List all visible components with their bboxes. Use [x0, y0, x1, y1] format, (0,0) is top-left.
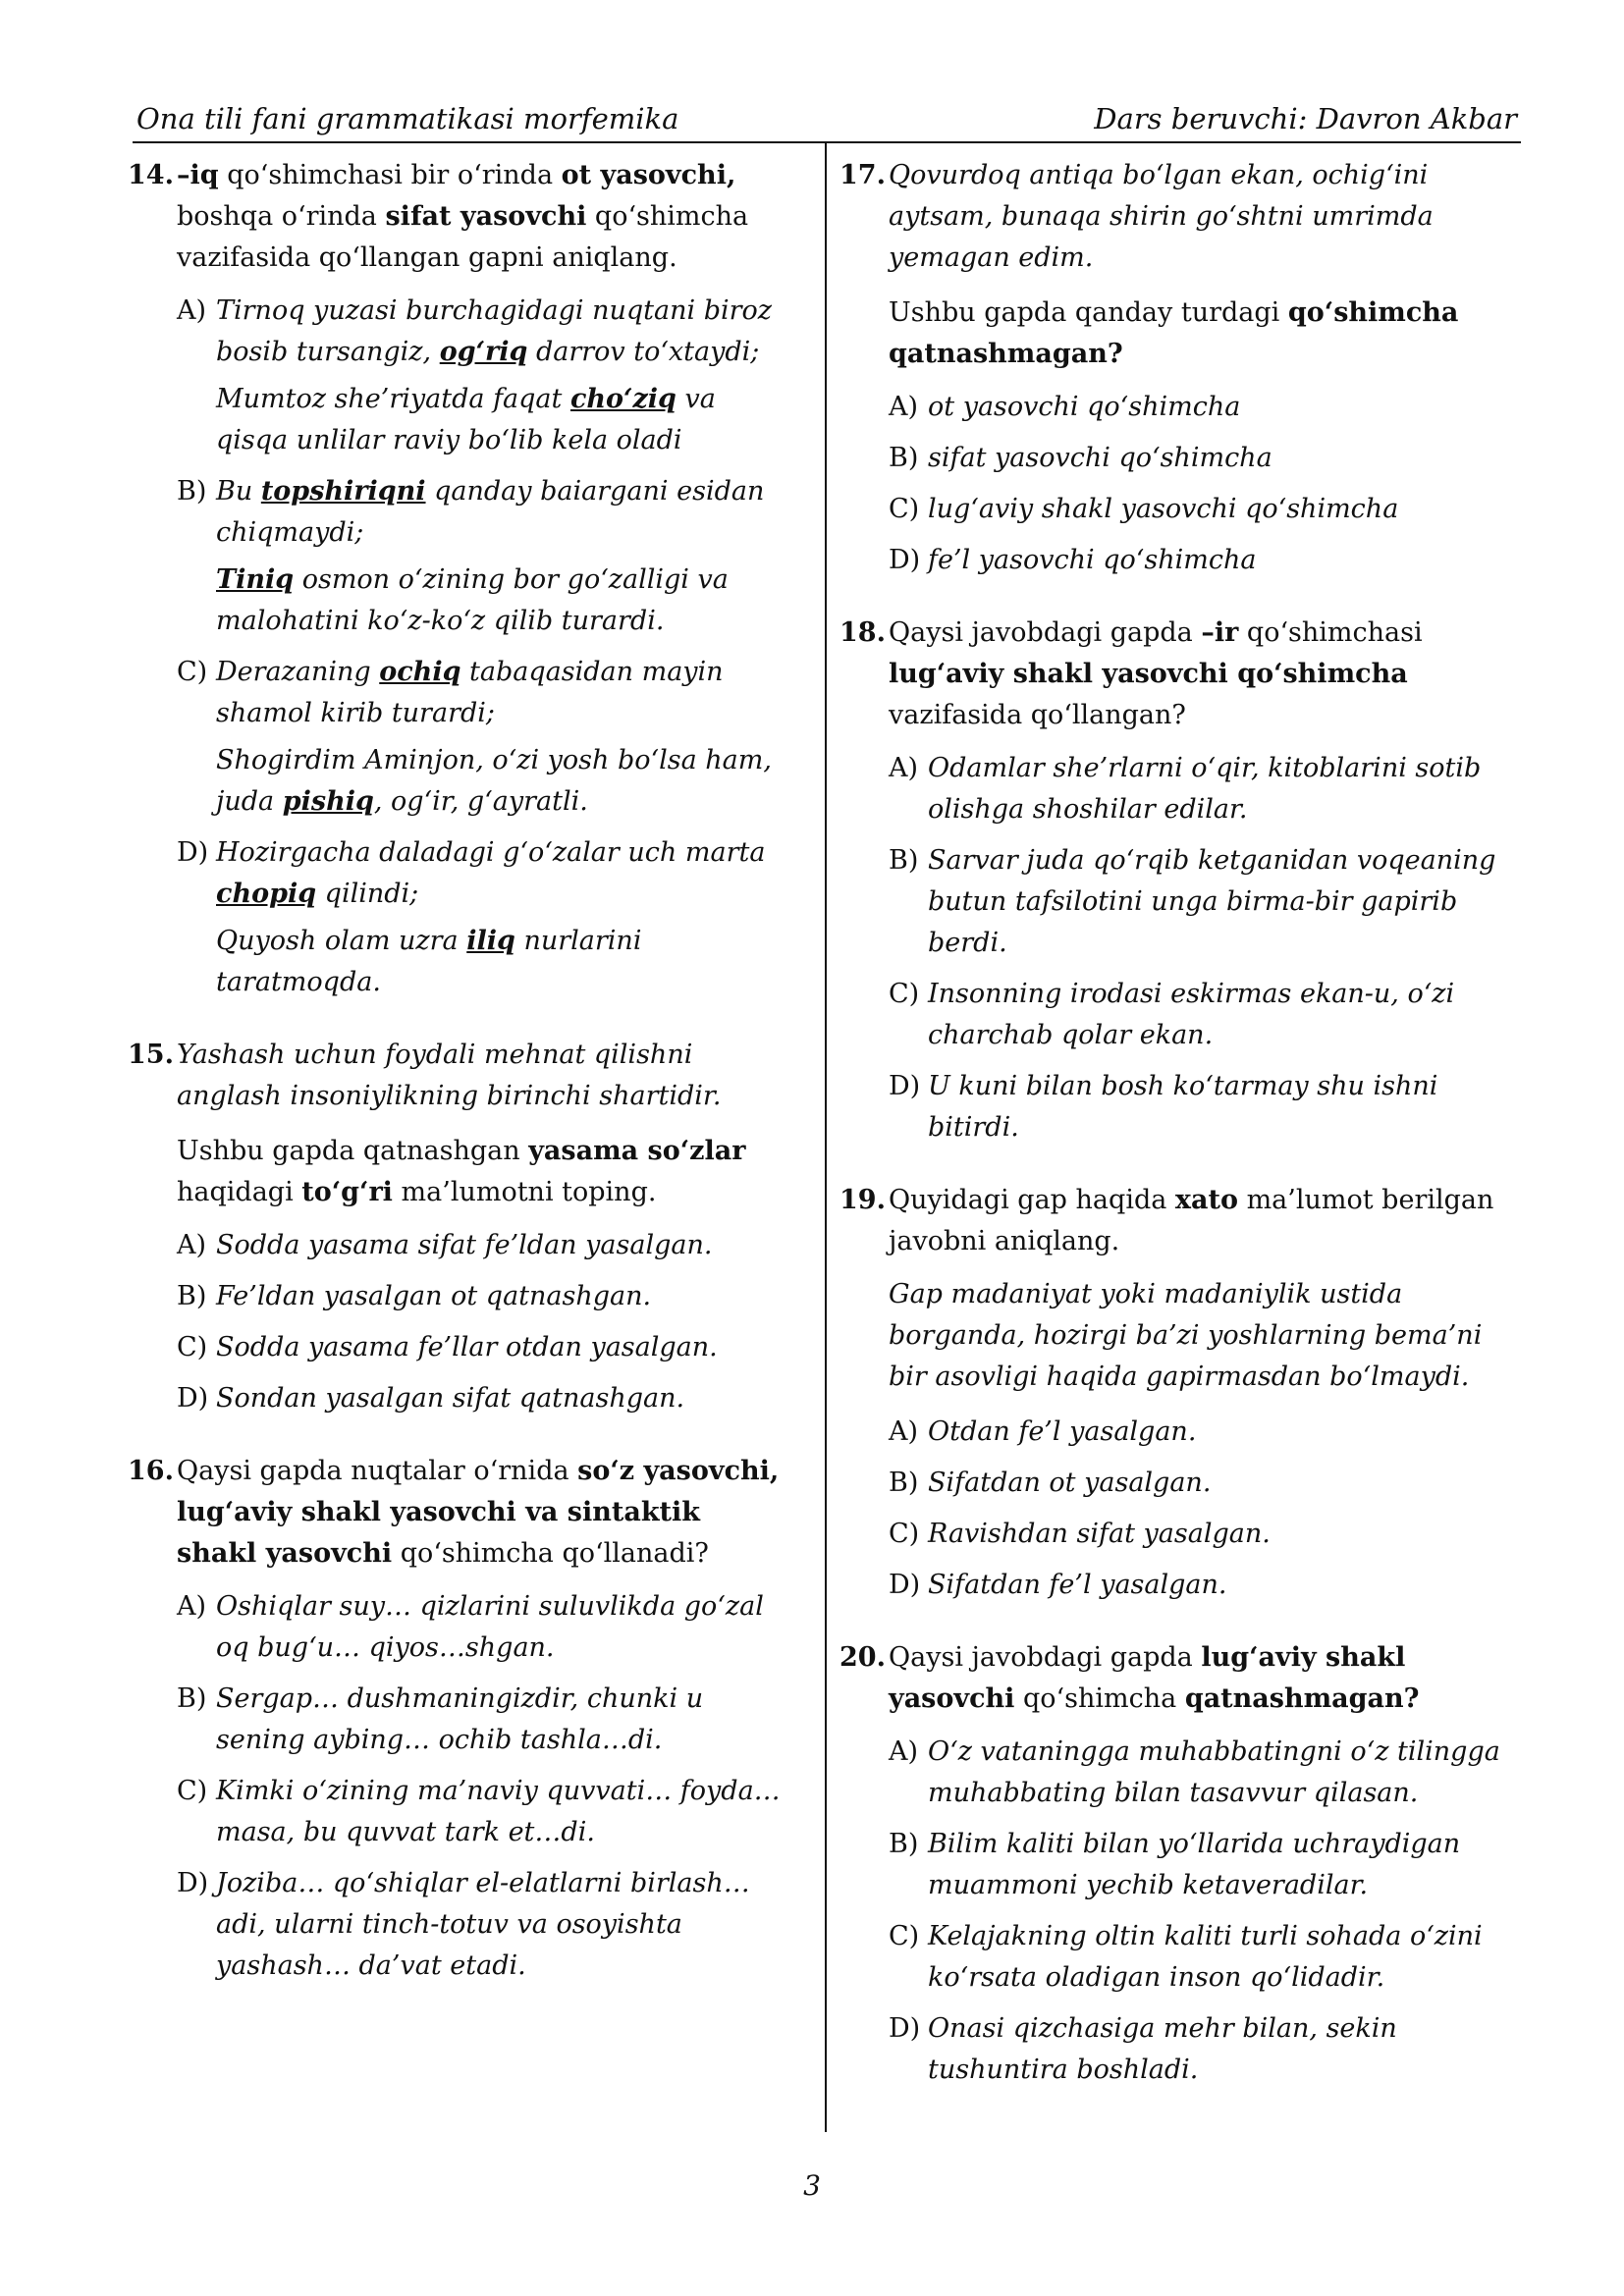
- question-stem: Quyidagi gap haqida xato ma’lumot berilgan javobni aniqlang.: [889, 1185, 1494, 1256]
- quoted-sentence: Qovurdoq antiqa bo‘lgan ekan, ochig‘ini aytsam, bunaqa shirin go‘shtni umrimda yemagan edim.: [889, 160, 1434, 273]
- option-text: Sodda yasama fe’llar otdan yasalgan.: [216, 1332, 718, 1362]
- option-text: Otdan fe’l yasalgan.: [928, 1416, 1197, 1447]
- option-a[interactable]: [889, 1412, 1527, 1453]
- option-letter: B): [889, 845, 919, 876]
- question-number: 15.: [128, 1040, 174, 1070]
- option-sentence-2: Mumtoz she’riyatda faqat cho‘ziq va qisqa unlilar raviy bo‘lib kela oladi: [216, 384, 716, 455]
- question-stem: Qaysi gapda nuqtalar o‘rnida so‘z yasovchi, lug‘aviy shakl yasovchi va sintaktik shakl yasovchi qo‘shimcha qo‘llanadi?: [177, 1456, 780, 1569]
- option-letter: C): [177, 1776, 208, 1806]
- question-number: 14.: [128, 160, 174, 190]
- page-number: 3: [803, 2169, 821, 2202]
- option-letter: C): [889, 1519, 920, 1549]
- option-text: O‘z vataningga muhabbatingni o‘z tilingga muhabbating bilan tasavvur qilasan.: [928, 1736, 1500, 1808]
- question-number: 19.: [839, 1185, 886, 1215]
- question-number: 18.: [839, 617, 886, 648]
- option-sentence-1: Tirnoq yuzasi burchagidagi nuqtani biroz bosib tursangiz, og‘riq darrov to‘xtaydi;: [216, 295, 773, 367]
- option-text: Ravishdan sifat yasalgan.: [928, 1519, 1271, 1549]
- option-d[interactable]: [889, 540, 1527, 581]
- option-letter: A): [889, 753, 919, 783]
- option-c[interactable]: [889, 1514, 1527, 1555]
- page-header: [133, 94, 1521, 143]
- option-letter: B): [889, 443, 919, 473]
- option-a[interactable]: [889, 387, 1527, 428]
- question-16: [128, 1451, 785, 1987]
- option-b[interactable]: [889, 1463, 1527, 1504]
- answer-options: [177, 291, 785, 1003]
- option-b[interactable]: [177, 1276, 785, 1317]
- column-divider: [825, 143, 827, 2132]
- question-18: [839, 613, 1527, 1148]
- option-b[interactable]: [889, 840, 1527, 964]
- option-c[interactable]: [889, 974, 1527, 1056]
- option-letter: A): [177, 295, 207, 326]
- option-text: Joziba… qo‘shiqlar el-elatlarni birlash…adi, ularni tinch-totuv va osoyishta yashash… da’vat etadi.: [216, 1868, 750, 1981]
- question-number: 20.: [839, 1642, 886, 1673]
- option-text: Fe’ldan yasalgan ot qatnashgan.: [216, 1281, 652, 1311]
- answer-options: [889, 387, 1527, 581]
- option-sentence-2: Tiniq osmon o‘zining bor go‘zalligi va malohatini ko‘z-ko‘z qilib turardi.: [216, 564, 729, 636]
- answer-options: [889, 748, 1527, 1148]
- option-text: Onasi qizchasiga mehr bilan, sekin tushuntira boshladi.: [928, 2013, 1397, 2085]
- option-letter: B): [889, 1468, 919, 1498]
- answer-options: [177, 1586, 785, 1987]
- option-text: Sifatdan ot yasalgan.: [928, 1468, 1212, 1498]
- option-a[interactable]: [889, 1732, 1527, 1814]
- option-letter: D): [177, 1383, 209, 1414]
- question-stem: Ushbu gapda qanday turdagi qo‘shimcha qatnashmagan?: [889, 297, 1459, 369]
- option-d[interactable]: [889, 1066, 1527, 1148]
- option-letter: A): [177, 1591, 207, 1622]
- option-c[interactable]: [177, 652, 785, 823]
- option-c[interactable]: [177, 1771, 785, 1853]
- option-a[interactable]: [177, 1225, 785, 1266]
- option-c[interactable]: [889, 489, 1527, 530]
- option-letter: C): [177, 657, 208, 687]
- option-text: Sergap… dushmaningizdir, chunki u sening aybing… ochib tashla…di.: [216, 1683, 704, 1755]
- quoted-sentence: Yashash uchun foydali mehnat qilishni anglash insoniylikning birinchi shartidir.: [177, 1040, 722, 1111]
- option-letter: D): [889, 1570, 921, 1600]
- question-stem: Qaysi javobdagi gapda lug‘aviy shakl yasovchi qo‘shimcha qatnashmagan?: [889, 1642, 1420, 1714]
- option-letter: D): [177, 1868, 209, 1898]
- header-teacher: Dars beruvchi: Davron Akbar: [1094, 102, 1517, 135]
- option-sentence-1: Hozirgacha daladagi g‘o‘zalar uch marta chopiq qilindi;: [216, 837, 766, 909]
- option-text: Odamlar she’rlarni o‘qir, kitoblarini sotib olishga shoshilar edilar.: [928, 753, 1482, 825]
- header-subject: Ona tili fani grammatikasi morfemika: [136, 102, 679, 135]
- option-d[interactable]: [889, 1565, 1527, 1606]
- option-sentence-2: Shogirdim Aminjon, o‘zi yosh bo‘lsa ham, juda pishiq, og‘ir, g‘ayratli.: [216, 745, 772, 817]
- question-19: [839, 1180, 1527, 1606]
- option-letter: A): [889, 1416, 919, 1447]
- option-letter: C): [889, 494, 920, 524]
- right-column: [839, 155, 1527, 2122]
- option-text: Kimki o‘zining ma’naviy quvvati… foyda…masa, bu quvvat tark et…di.: [216, 1776, 781, 1847]
- option-d[interactable]: [177, 1863, 785, 1987]
- answer-options: [177, 1225, 785, 1419]
- option-d[interactable]: [177, 832, 785, 1003]
- option-d[interactable]: [889, 2008, 1527, 2091]
- question-14: [128, 155, 785, 1003]
- option-b[interactable]: [889, 1824, 1527, 1906]
- option-text: Bilim kaliti bilan yo‘llarida uchraydigan muammoni yechib ketaveradilar.: [928, 1829, 1461, 1900]
- option-letter: C): [889, 979, 920, 1009]
- option-b[interactable]: [889, 438, 1527, 479]
- option-text: U kuni bilan bosh ko‘tarmay shu ishni bitirdi.: [928, 1071, 1438, 1143]
- option-text: lug‘aviy shakl yasovchi qo‘shimcha: [928, 494, 1399, 524]
- option-text: Sondan yasalgan sifat qatnashgan.: [216, 1383, 685, 1414]
- question-stem: Ushbu gapda qatnashgan yasama so‘zlar haqidagi to‘g‘ri ma’lumotni toping.: [177, 1136, 746, 1207]
- answer-options: [889, 1732, 1527, 2091]
- question-number: 16.: [128, 1456, 174, 1486]
- option-text: sifat yasovchi qo‘shimcha: [928, 443, 1272, 473]
- option-text: Sodda yasama sifat fe’ldan yasalgan.: [216, 1230, 713, 1260]
- question-20: [839, 1637, 1527, 2091]
- option-text: fe’l yasovchi qo‘shimcha: [928, 545, 1257, 575]
- option-letter: D): [177, 837, 209, 868]
- option-text: Sarvar juda qo‘rqib ketganidan voqeaning butun tafsilotini unga birma-bir gapirib berdi.: [928, 845, 1496, 958]
- option-letter: C): [177, 1332, 208, 1362]
- option-text: Oshiqlar suy… qizlarini suluvlikda go‘zal oq bug‘u… qiyos…shgan.: [216, 1591, 764, 1663]
- option-b[interactable]: [177, 471, 785, 642]
- left-column: [128, 155, 785, 2018]
- question-17: [839, 155, 1527, 581]
- option-text: Insonning irodasi eskirmas ekan-u, o‘zi charchab qolar ekan.: [928, 979, 1455, 1050]
- question-stem: Qaysi javobdagi gapda –ir qo‘shimchasi lug‘aviy shakl yasovchi qo‘shimcha vazifasida qo‘llangan?: [889, 617, 1423, 730]
- option-letter: B): [177, 1683, 207, 1714]
- option-sentence-1: Bu topshiriqni qanday baiargani esidan chiqmaydi;: [216, 476, 765, 548]
- quoted-sentence: Gap madaniyat yoki madaniylik ustida borganda, hozirgi ba’zi yoshlarning bema’ni bir asovligi haqida gapirmasdan bo‘lmaydi.: [889, 1279, 1483, 1392]
- option-sentence-2: Quyosh olam uzra iliq nurlarini taratmoqda.: [216, 926, 642, 997]
- option-sentence-1: Derazaning ochiq tabaqasidan mayin shamol kirib turardi;: [216, 657, 724, 728]
- option-a[interactable]: [177, 1586, 785, 1669]
- option-letter: B): [177, 1281, 207, 1311]
- option-a[interactable]: [889, 748, 1527, 830]
- option-letter: D): [889, 2013, 921, 2044]
- question-number: 17.: [839, 160, 886, 190]
- question-15: [128, 1035, 785, 1419]
- answer-options: [889, 1412, 1527, 1606]
- option-letter: B): [889, 1829, 919, 1859]
- option-text: Kelajakning oltin kaliti turli sohada o‘zini ko‘rsata oladigan inson qo‘lidadir.: [928, 1921, 1483, 1993]
- option-a[interactable]: [177, 291, 785, 461]
- option-text: Sifatdan fe’l yasalgan.: [928, 1570, 1227, 1600]
- option-letter: C): [889, 1921, 920, 1951]
- option-d[interactable]: [177, 1378, 785, 1419]
- option-c[interactable]: [889, 1916, 1527, 1999]
- option-letter: A): [177, 1230, 207, 1260]
- option-b[interactable]: [177, 1679, 785, 1761]
- option-letter: A): [889, 1736, 919, 1767]
- option-letter: A): [889, 392, 919, 422]
- option-letter: D): [889, 545, 921, 575]
- option-c[interactable]: [177, 1327, 785, 1368]
- option-letter: B): [177, 476, 207, 507]
- option-text: ot yasovchi qo‘shimcha: [928, 392, 1241, 422]
- option-letter: D): [889, 1071, 921, 1101]
- question-stem: –iq qo‘shimchasi bir o‘rinda ot yasovchi, boshqa o‘rinda sifat yasovchi qo‘shimcha vazifasida qo‘llangan gapni aniqlang.: [177, 160, 749, 273]
